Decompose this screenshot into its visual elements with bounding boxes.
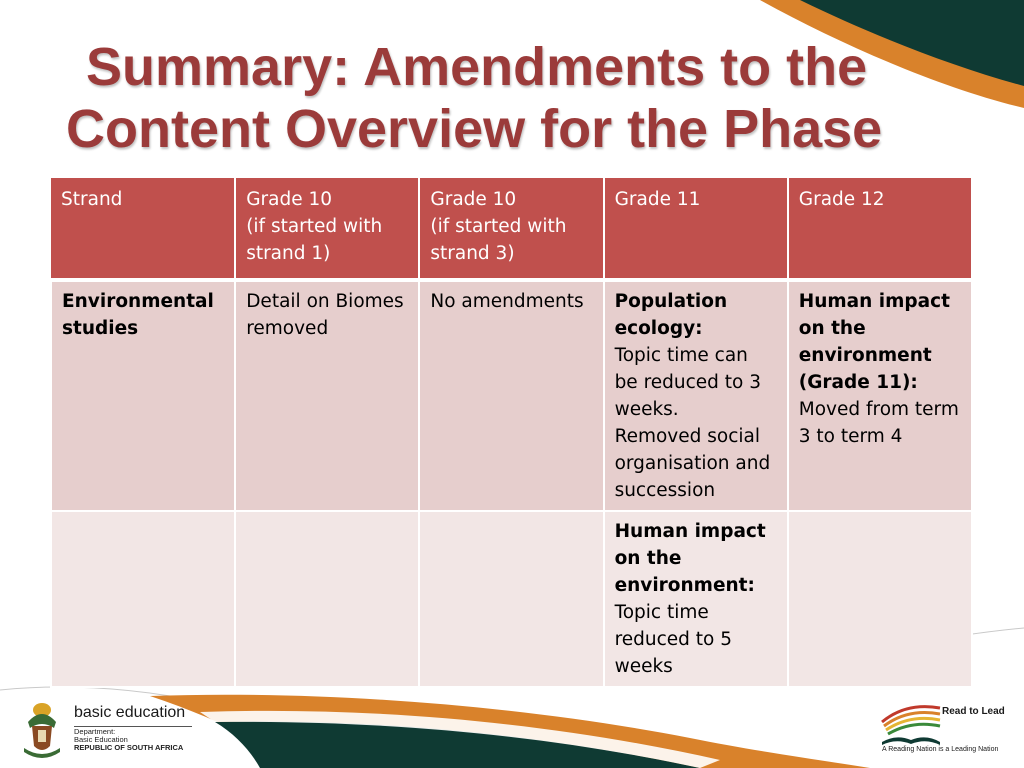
logo-sub-2: Basic Education xyxy=(74,735,128,744)
header-grade11: Grade 11 xyxy=(604,178,788,280)
read-to-lead-tagline: A Reading Nation is a Leading Nation xyxy=(882,746,999,753)
bottom-thin-arc xyxy=(0,687,170,696)
coat-of-arms-icon xyxy=(20,700,64,758)
cell-grade10-strand1: Detail on Biomes removed xyxy=(235,280,419,511)
read-to-lead-title: Read to Lead xyxy=(942,706,1005,717)
basic-education-logo xyxy=(20,700,200,758)
cell-grade10-strand1 xyxy=(235,511,419,687)
cell-strand: Environmental studies xyxy=(51,280,235,511)
cell-strand xyxy=(51,511,235,687)
slide-title xyxy=(66,36,966,160)
logo-sub-3: REPUBLIC OF SOUTH AFRICA xyxy=(74,743,184,752)
open-book-icon xyxy=(876,700,946,746)
header-grade12: Grade 12 xyxy=(788,178,972,280)
cell-grade12 xyxy=(788,511,972,687)
header-grade10-strand1: Grade 10 (if started with strand 1) xyxy=(235,178,419,280)
read-to-lead-logo xyxy=(870,700,1020,762)
cell-grade11: Population ecology: Topic time can be reduced to 3 weeks. Removed social organisation and succession xyxy=(604,280,788,511)
header-grade10-strand3: Grade 10 (if started with strand 3) xyxy=(419,178,603,280)
table-row xyxy=(51,280,972,511)
cell-grade10-strand3: No amendments xyxy=(419,280,603,511)
cell-grade11: Human impact on the environment: Topic time reduced to 5 weeks xyxy=(604,511,788,687)
cell-grade10-strand3 xyxy=(419,511,603,687)
logo-sub-1: Department: xyxy=(74,727,116,736)
header-strand: Strand xyxy=(51,178,235,280)
table-row xyxy=(51,511,972,687)
cell-grade12: Human impact on the environment (Grade 11): Moved from term 3 to term 4 xyxy=(788,280,972,511)
title-line-1: Summary: Amendments to the xyxy=(86,37,868,97)
table-header-row xyxy=(51,178,972,280)
amendments-table xyxy=(50,178,973,688)
title-line-2: Content Overview for the Phase xyxy=(66,99,883,159)
logo-name: basic education xyxy=(74,704,186,721)
